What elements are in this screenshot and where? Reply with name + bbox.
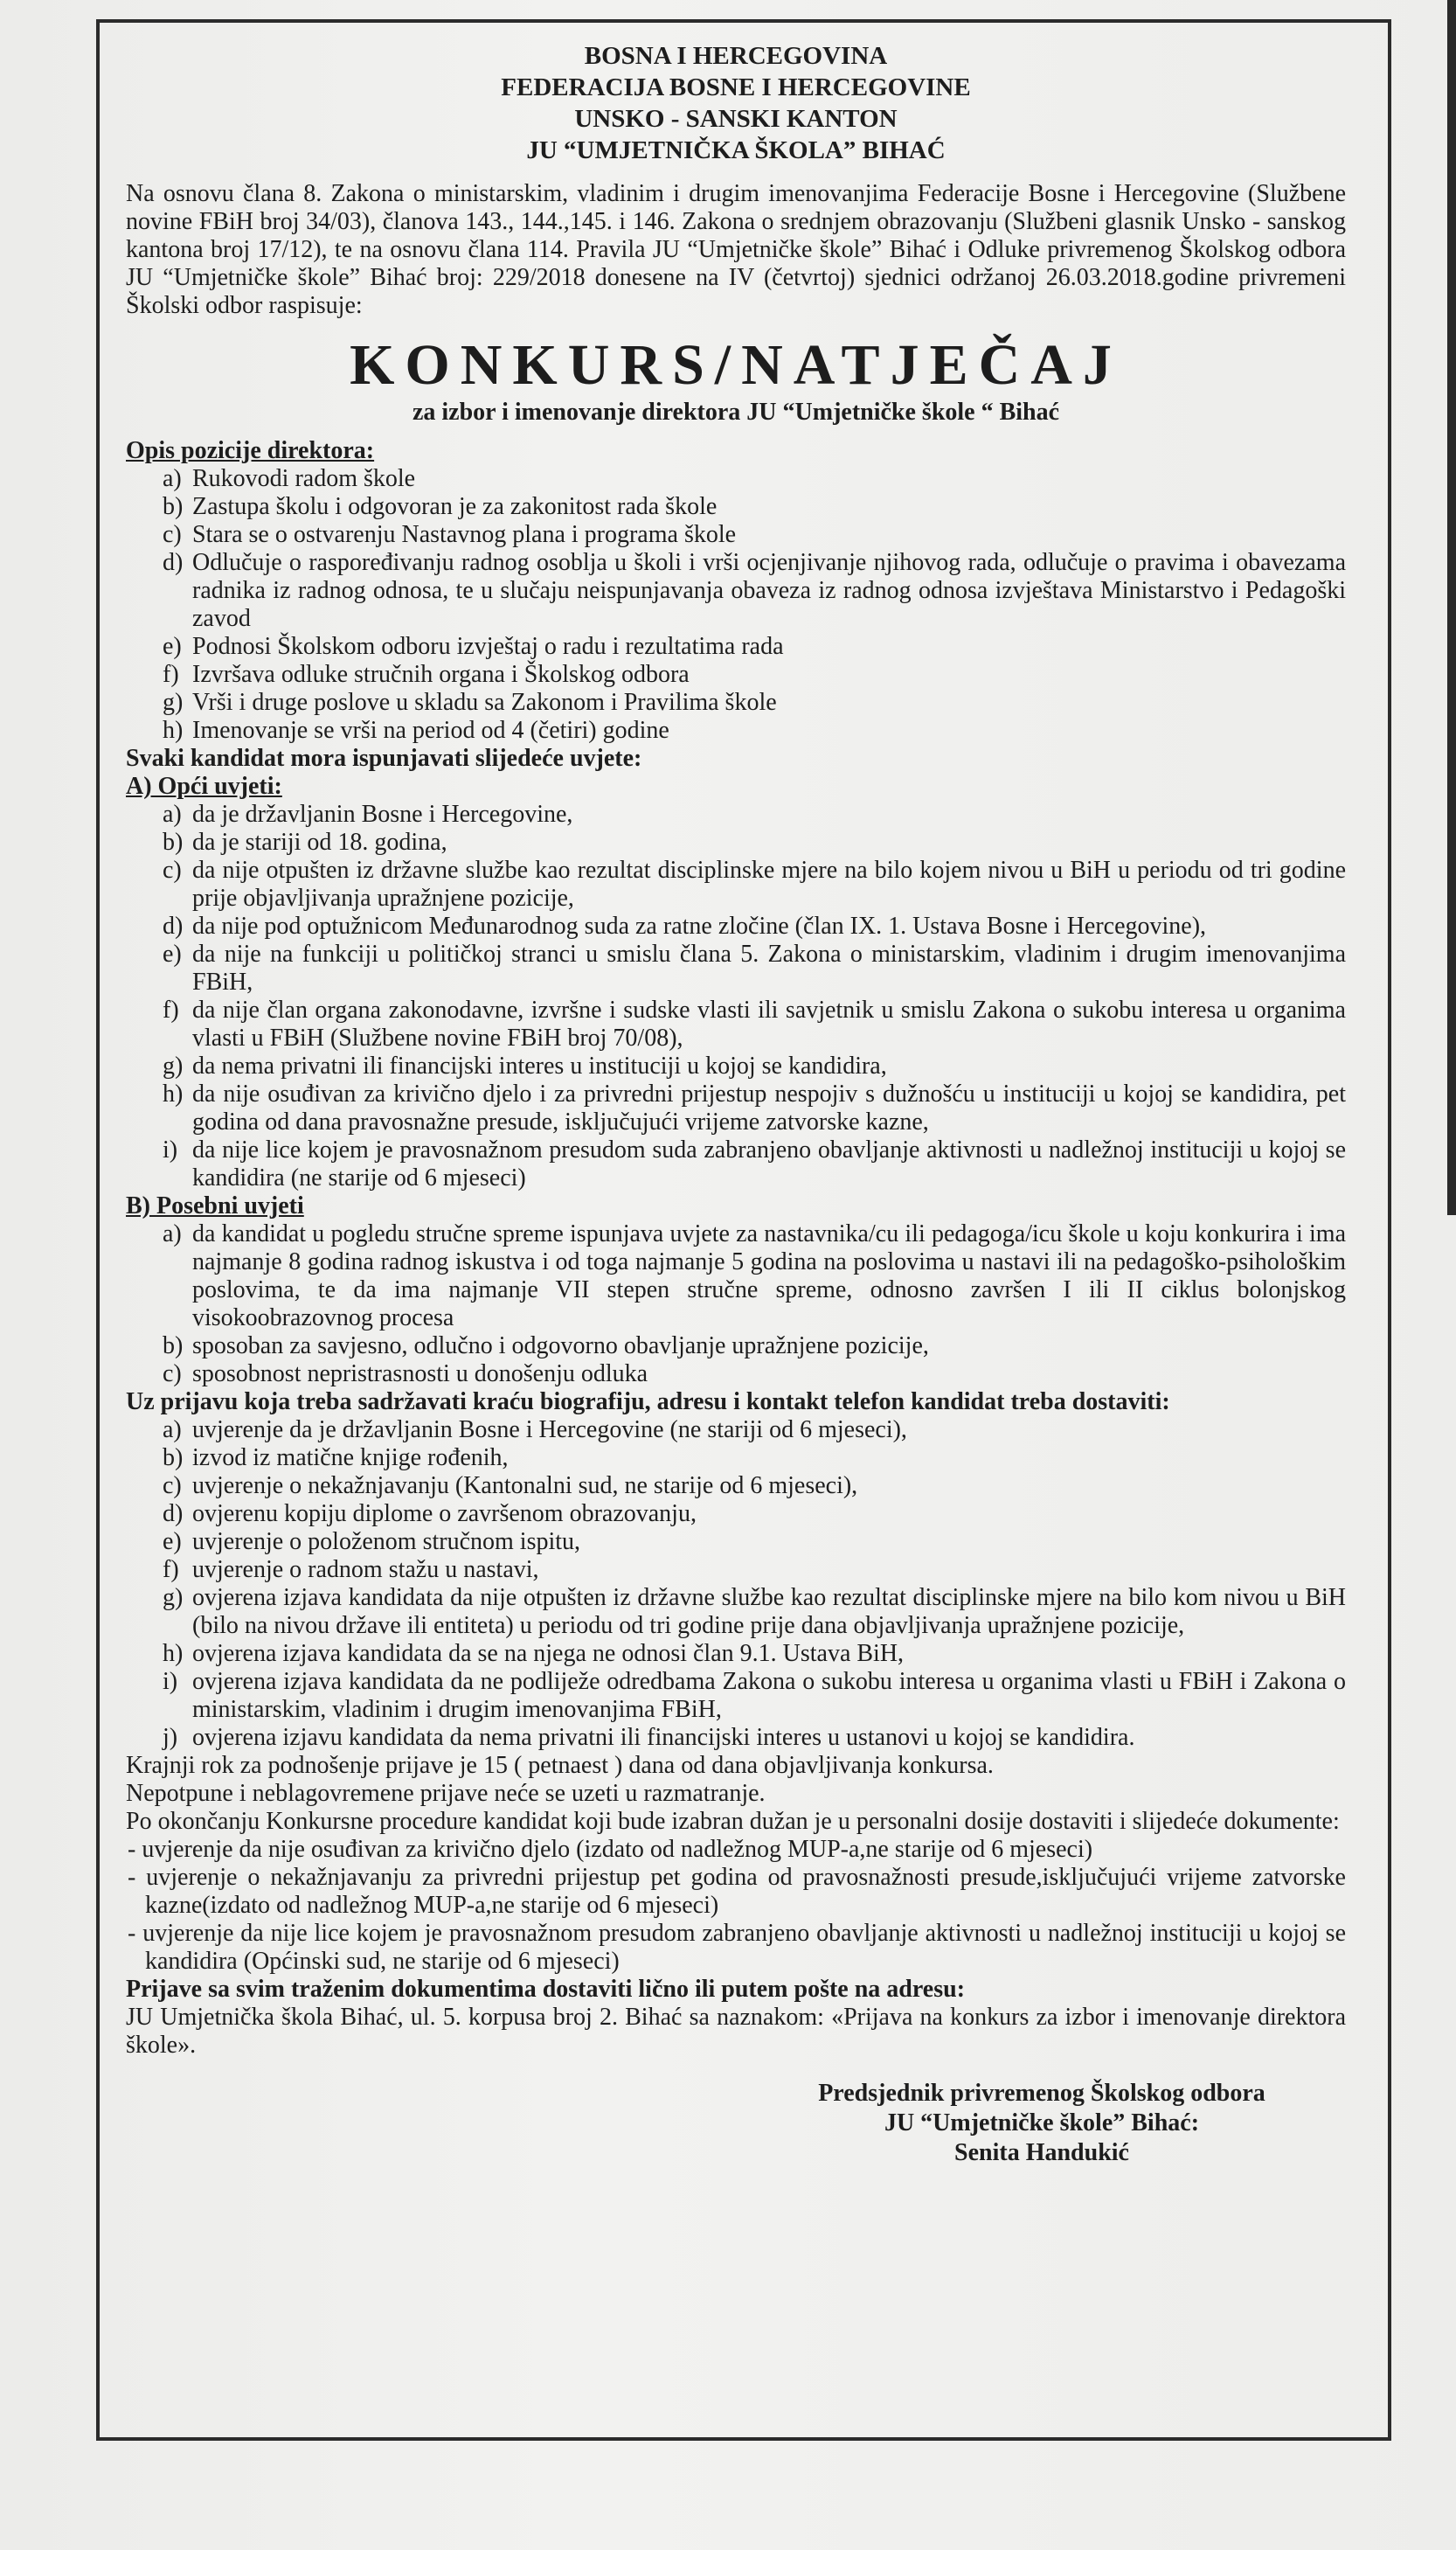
submission-address: JU Umjetnička škola Bihać, ul. 5. korpusa broj 2. Bihać sa naznakom: «Prijava na konkurs za izbor i imenovanje direktora škole». xyxy=(126,2004,1346,2059)
list-item: e) Podnosi Školskom odboru izvještaj o radu i rezultatima rada xyxy=(163,633,784,660)
document-title: KONKURS/NATJEČAJ xyxy=(350,333,1122,397)
list-item: c) Stara se o ostvarenju Nastavnog plana i programa škole xyxy=(163,521,737,548)
list-item: a) da kandidat u pogledu stručne spreme ispunjava uvjete za nastavnika/cu ili pedagoga/icu škole u koju konkurira i ima najmanje 8 godina radnog iskustva i od toga najmanje 5 godina na poslovima u nastavi ili na pedagoško-psihološkim poslovima, te da ima najmanje VII stepen stručne spreme, odnosno završen I ili II ciklus bolonjskog visokoobrazovnog procesa xyxy=(163,1220,1346,1331)
list-item: i) da nije lice kojem je pravosnažnom presudom suda zabranjeno obavljanje aktivnosti u nadležnoj instituciji u kojoj se kandidira (ne starije od 6 mjeseci) xyxy=(163,1136,1346,1192)
post-selection-text: Po okončanju Konkursne procedure kandidat koji bude izabran dužan je u personalni dosije dostaviti i slijedeće dokumente: xyxy=(126,1808,1340,1835)
list-item: g) ovjerena izjava kandidata da nije otpušten iz državne službe kao rezultat disciplinske mjere na bilo kom nivou u BiH (bilo na nivou države ili entiteta) u periodu od tri godine prije dana objavljivanja upražnjene pozicije, xyxy=(163,1584,1346,1639)
deadline-text: Krajnji rok za podnošenje prijave je 15 ( petnaest ) dana od dana objavljivanja konkursa. xyxy=(126,1752,994,1779)
list-item: d) Odlučuje o raspoređivanju radnog osoblja u školi i vrši ocjenjivanje njihovog rada, odlučuje o pravima i obavezama radnika iz radnog odnosa, te u slučaju neispunjavanja obaveza iz radnog odnosa izvještava Ministarstvo i Pedagoški zavod xyxy=(163,549,1346,632)
list-item: h) ovjerena izjava kandidata da se na njega ne odnosi član 9.1. Ustava BiH, xyxy=(163,1640,905,1667)
list-item: - uvjerenje da nije osuđivan za krivično djelo (izdato od nadležnog MUP-a,ne starije od 6 mjeseci) xyxy=(128,1836,1093,1863)
list-item: b) sposoban za savjesno, odlučno i odgovorno obavljanje upražnjene pozicije, xyxy=(163,1332,929,1359)
general-conditions-list xyxy=(126,801,1346,1192)
list-item: e) da nije na funkciji u političkoj stranci u smislu člana 5. Zakona o ministarskim, vladinim i drugim imenovanjima FBiH, xyxy=(163,941,1346,996)
list-item: d) ovjerenu kopiju diplome o završenom obrazovanju, xyxy=(163,1500,697,1527)
post-selection-documents-list xyxy=(126,1836,1346,1976)
list-item: a) uvjerenje da je državljanin Bosne i Hercegovine (ne stariji od 6 mjeseci), xyxy=(163,1416,907,1443)
section-heading-position: Opis pozicije direktora: xyxy=(126,437,375,464)
document-subtitle: za izbor i imenovanje direktora JU “Umjetničke škole “ Bihać xyxy=(412,399,1060,426)
list-item: i) ovjerena izjava kandidata da ne podliježe odredbama Zakona o sukobu interesa u organima vlasti u FBiH i Zakona o ministarskim, vladinim i drugim imenovanjima FBiH, xyxy=(163,1668,1346,1723)
list-item: g) Vrši i druge poslove u skladu sa Zakonom i Pravilima škole xyxy=(163,689,777,716)
header-line-canton: UNSKO - SANSKI KANTON xyxy=(574,105,898,133)
incomplete-applications-text: Nepotpune i neblagovremene prijave neće se uzeti u razmatranje. xyxy=(126,1780,766,1807)
list-item: e) uvjerenje o položenom stručnom ispitu, xyxy=(163,1528,581,1555)
header-line-federation: FEDERACIJA BOSNE I HERCEGOVINE xyxy=(501,73,971,101)
list-item: - uvjerenje o nekažnjavanju za privredni prijestup pet godina od pravosnažnosti presude,isključujući vrijeme zatvorske kazne(izdato od nadležnog MUP-a,ne starije od 6 mjeseci) xyxy=(128,1864,1346,1919)
header-line-school: JU “UMJETNIČKA ŠKOLA” BIHAĆ xyxy=(526,136,946,164)
list-item: - uvjerenje da nije lice kojem je pravosnažnom presudom zabranjeno obavljanje aktivnosti u nadležnoj instituciji u kojoj se kandidira (Općinski sud, ne starije od 6 mjeseci) xyxy=(128,1920,1346,1975)
special-conditions-list xyxy=(126,1220,1346,1388)
application-documents-list xyxy=(126,1416,1346,1752)
signature-name: Senita Handukić xyxy=(954,2139,1129,2166)
application-documents-heading: Uz prijavu koja treba sadržavati kraću biografiju, adresu i kontakt telefon kandidat treba dostaviti: xyxy=(126,1388,1170,1415)
section-heading-special: B) Posebni uvjeti xyxy=(126,1192,304,1219)
competition-notice xyxy=(96,19,1391,2441)
list-item: g) da nema privatni ili financijski interes u instituciji u kojoj se kandidira, xyxy=(163,1053,887,1080)
list-item: a) da je državljanin Bosne i Hercegovine, xyxy=(163,801,573,828)
list-item: f) uvjerenje o radnom stažu u nastavi, xyxy=(163,1556,539,1583)
list-item: c) uvjerenje o nekažnjavanju (Kantonalni sud, ne starije od 6 mjeseci), xyxy=(163,1472,858,1499)
list-item: d) da nije pod optužnicom Međunarodnog suda za ratne zločine (član IX. 1. Ustava Bosne i Hercegovine), xyxy=(163,913,1207,940)
list-item: b) izvod iz matične knjige rođenih, xyxy=(163,1444,509,1471)
list-item: h) da nije osuđivan za krivično djelo i za privredni prijestup nespojiv s dužnošću u instituciji u kojoj se kandidira, pet godina od dana pravosnažne presude, isključujući vrijeme zatvorske kazne, xyxy=(163,1080,1346,1136)
institution-header xyxy=(126,40,1346,166)
section-heading-general: A) Opći uvjeti: xyxy=(126,773,282,800)
list-item: b) da je stariji od 18. godina, xyxy=(163,829,447,856)
header-line-country: BOSNA I HERCEGOVINA xyxy=(584,42,888,70)
list-item: c) sposobnost nepristrasnosti u donošenju odluka xyxy=(163,1360,648,1387)
signature-title: Predsjednik privremenog Školskog odbora xyxy=(818,2080,1265,2107)
list-item: j) ovjerena izjavu kandidata da nema privatni ili financijski interes u ustanovi u kojoj se kandidira. xyxy=(163,1724,1135,1751)
intro-paragraph: Na osnovu člana 8. Zakona o ministarskim, vladinim i drugim imenovanjima Federacije Bosne i Hercegovine (Službene novine FBiH broj 34/03), članova 143., 144.,145. i 146. Zakona o srednjem obrazovanju (Službeni glasnik Unsko - sanskog kantona broj 17/12), te na osnovu člana 114. Pravila JU “Umjetničke škole” Bihać i Odluke privremenog Školskog odbora JU “Umjetničke škole” Bihać broj: 229/2018 donesene na IV (četvrtoj) sjednici održanoj 26.03.2018.godine privremeni Školski odbor raspisuje: xyxy=(126,180,1346,319)
requirements-heading: Svaki kandidat mora ispunjavati slijedeće uvjete: xyxy=(126,745,642,772)
list-item: f) Izvršava odluke stručnih organa i Školskog odbora xyxy=(163,661,690,688)
signature-institution: JU “Umjetničke škole” Bihać: xyxy=(884,2109,1200,2137)
adjacent-page-edge xyxy=(1447,0,1456,1215)
list-item: b) Zastupa školu i odgovoran je za zakonitost rada škole xyxy=(163,493,718,520)
submission-address-heading: Prijave sa svim traženim dokumentima dostaviti lično ili putem pošte na adresu: xyxy=(126,1976,966,2003)
list-item: h) Imenovanje se vrši na period od 4 (četiri) godine xyxy=(163,717,669,744)
list-item: c) da nije otpušten iz državne službe kao rezultat disciplinske mjere na bilo kojem nivou u BiH u periodu od tri godine prije objavljivanja upražnjene pozicije, xyxy=(163,857,1346,912)
list-item: a) Rukovodi radom škole xyxy=(163,465,416,492)
list-item: f) da nije član organa zakonodavne, izvršne i sudske vlasti ili savjetnik u smislu Zakona o sukobu interesa u organima vlasti u FBiH (Službene novine FBiH broj 70/08), xyxy=(163,997,1346,1052)
position-duties-list xyxy=(126,465,1346,745)
signature-block xyxy=(738,2079,1346,2168)
